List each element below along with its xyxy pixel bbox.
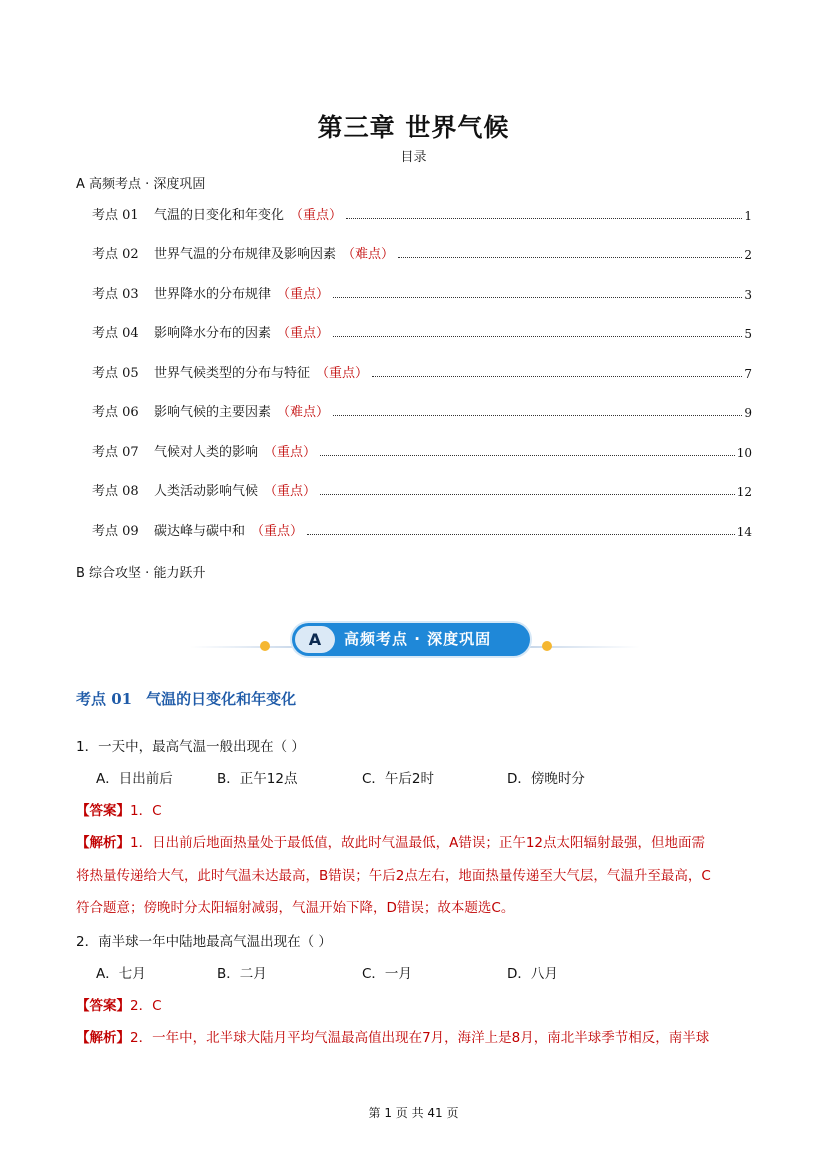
toc-leader-dots <box>372 375 742 377</box>
analysis-line: 将热量传递给大气，此时气温未达最高，B错误；午后2点左右，地面热量传递至大气层，气温升至最高，C <box>76 868 711 884</box>
toc-item-page: 14 <box>736 525 752 539</box>
answer-value: 1．C <box>130 803 162 819</box>
toc-item-number: 考点 08 <box>92 484 139 499</box>
banner-dot-left <box>260 641 270 651</box>
option-a: A．日出前后 <box>96 771 173 787</box>
toc-leader-dots <box>320 493 735 495</box>
analysis-line <box>76 1026 756 1046</box>
toc-leader-dots <box>320 454 735 456</box>
toc-item-05[interactable] <box>92 361 752 381</box>
section-heading <box>76 688 296 709</box>
toc-item-tag: （重点） <box>316 366 369 381</box>
answer-line <box>76 994 756 1014</box>
toc-item-tag: （难点） <box>342 247 395 262</box>
toc-item-name: 人类活动影响气候 <box>154 484 259 499</box>
toc-item-03[interactable] <box>92 282 752 302</box>
toc-item-name: 气温的日变化和年变化 <box>154 208 285 223</box>
analysis-line <box>76 831 756 851</box>
analysis-tag: 【解析】 <box>76 835 130 851</box>
toc-section-b[interactable]: B 综合攻坚 · 能力跃升 <box>76 566 206 581</box>
toc-item-08[interactable] <box>92 479 752 499</box>
toc-section-a[interactable]: A 高频考点 · 深度巩固 <box>76 177 206 192</box>
toc-leader-dots <box>333 296 742 298</box>
option-d: D．八月 <box>507 966 558 982</box>
toc-item-tag: （重点） <box>264 445 317 460</box>
toc-item-number: 考点 07 <box>92 445 139 460</box>
toc-item-page: 12 <box>736 485 752 499</box>
option-b: B．二月 <box>217 966 267 982</box>
toc-item-page: 10 <box>736 446 752 460</box>
toc-item-number: 考点 03 <box>92 287 139 302</box>
analysis-line: 符合题意；傍晚时分太阳辐射减弱，气温开始下降，D错误；故本题选C。 <box>76 900 515 916</box>
document-title: 第三章 世界气候 <box>317 113 510 142</box>
answer-value: 2．C <box>130 998 162 1014</box>
toc-item-number: 考点 04 <box>92 326 139 341</box>
toc-item-page: 7 <box>744 367 752 381</box>
toc-item-number: 考点 02 <box>92 247 139 262</box>
toc-item-06[interactable] <box>92 400 752 420</box>
toc-item-02[interactable] <box>92 242 752 262</box>
toc-item-tag: （重点） <box>277 287 330 302</box>
toc-item-tag: （重点） <box>264 484 317 499</box>
option-d: D．傍晚时分 <box>507 771 585 787</box>
toc-item-number: 考点 09 <box>92 524 139 539</box>
toc-item-page: 1 <box>744 209 752 223</box>
answer-tag: 【答案】 <box>76 803 130 819</box>
option-c: C．午后2时 <box>362 771 435 787</box>
toc-item-01[interactable] <box>92 203 752 223</box>
toc-item-page: 5 <box>744 327 752 341</box>
question-stem: 1．一天中，最高气温一般出现在（ ） <box>76 739 305 755</box>
option-c: C．一月 <box>362 966 412 982</box>
toc-leader-dots <box>398 256 742 258</box>
section-banner <box>180 618 650 662</box>
toc-item-name: 世界气温的分布规律及影响因素 <box>154 247 337 262</box>
analysis-text: 2．一年中，北半球大陆月平均气温最高值出现在7月，海洋上是8月，南北半球季节相反，南半球 <box>130 1030 710 1046</box>
toc-heading: 目录 <box>400 150 427 165</box>
toc-leader-dots <box>333 335 742 337</box>
toc-item-name: 世界降水的分布规律 <box>154 287 272 302</box>
toc-item-number: 考点 06 <box>92 405 139 420</box>
toc-item-tag: （难点） <box>277 405 330 420</box>
analysis-text: 1．日出前后地面热量处于最低值，故此时气温最低，A错误；正午12点太阳辐射最强，但地面需 <box>130 835 706 851</box>
toc-item-number: 考点 05 <box>92 366 139 381</box>
toc-item-page: 3 <box>744 288 752 302</box>
toc-item-tag: （重点） <box>277 326 330 341</box>
toc-item-name: 碳达峰与碳中和 <box>154 524 246 539</box>
toc-item-09[interactable] <box>92 519 752 539</box>
toc-leader-dots <box>333 414 742 416</box>
banner-pill <box>292 623 530 656</box>
toc-item-name: 气候对人类的影响 <box>154 445 259 460</box>
toc-item-tag: （重点） <box>251 524 304 539</box>
option-b: B．正午12点 <box>217 771 298 787</box>
toc-item-page: 2 <box>744 248 752 262</box>
toc-item-tag: （重点） <box>290 208 343 223</box>
option-a: A．七月 <box>96 966 146 982</box>
banner-letter: A <box>295 626 335 653</box>
toc-item-04[interactable] <box>92 321 752 341</box>
toc-item-name: 影响气候的主要因素 <box>154 405 272 420</box>
banner-dot-right <box>542 641 552 651</box>
toc-item-number: 考点 01 <box>92 208 139 223</box>
toc-leader-dots <box>346 217 742 219</box>
banner-text: 高频考点 · 深度巩固 <box>344 630 492 648</box>
toc-leader-dots <box>307 533 735 535</box>
toc-item-07[interactable] <box>92 440 752 460</box>
question-stem: 2．南半球一年中陆地最高气温出现在（ ） <box>76 934 332 950</box>
section-name: 气温的日变化和年变化 <box>146 690 297 708</box>
page-footer: 第 1 页 共 41 页 <box>368 1106 459 1120</box>
analysis-tag: 【解析】 <box>76 1030 130 1046</box>
toc-item-name: 世界气候类型的分布与特征 <box>154 366 311 381</box>
section-number: 考点 01 <box>76 690 133 708</box>
answer-line <box>76 799 756 819</box>
answer-tag: 【答案】 <box>76 998 130 1014</box>
toc-item-name: 影响降水分布的因素 <box>154 326 272 341</box>
toc-item-page: 9 <box>744 406 752 420</box>
banner-line-left <box>190 646 300 648</box>
